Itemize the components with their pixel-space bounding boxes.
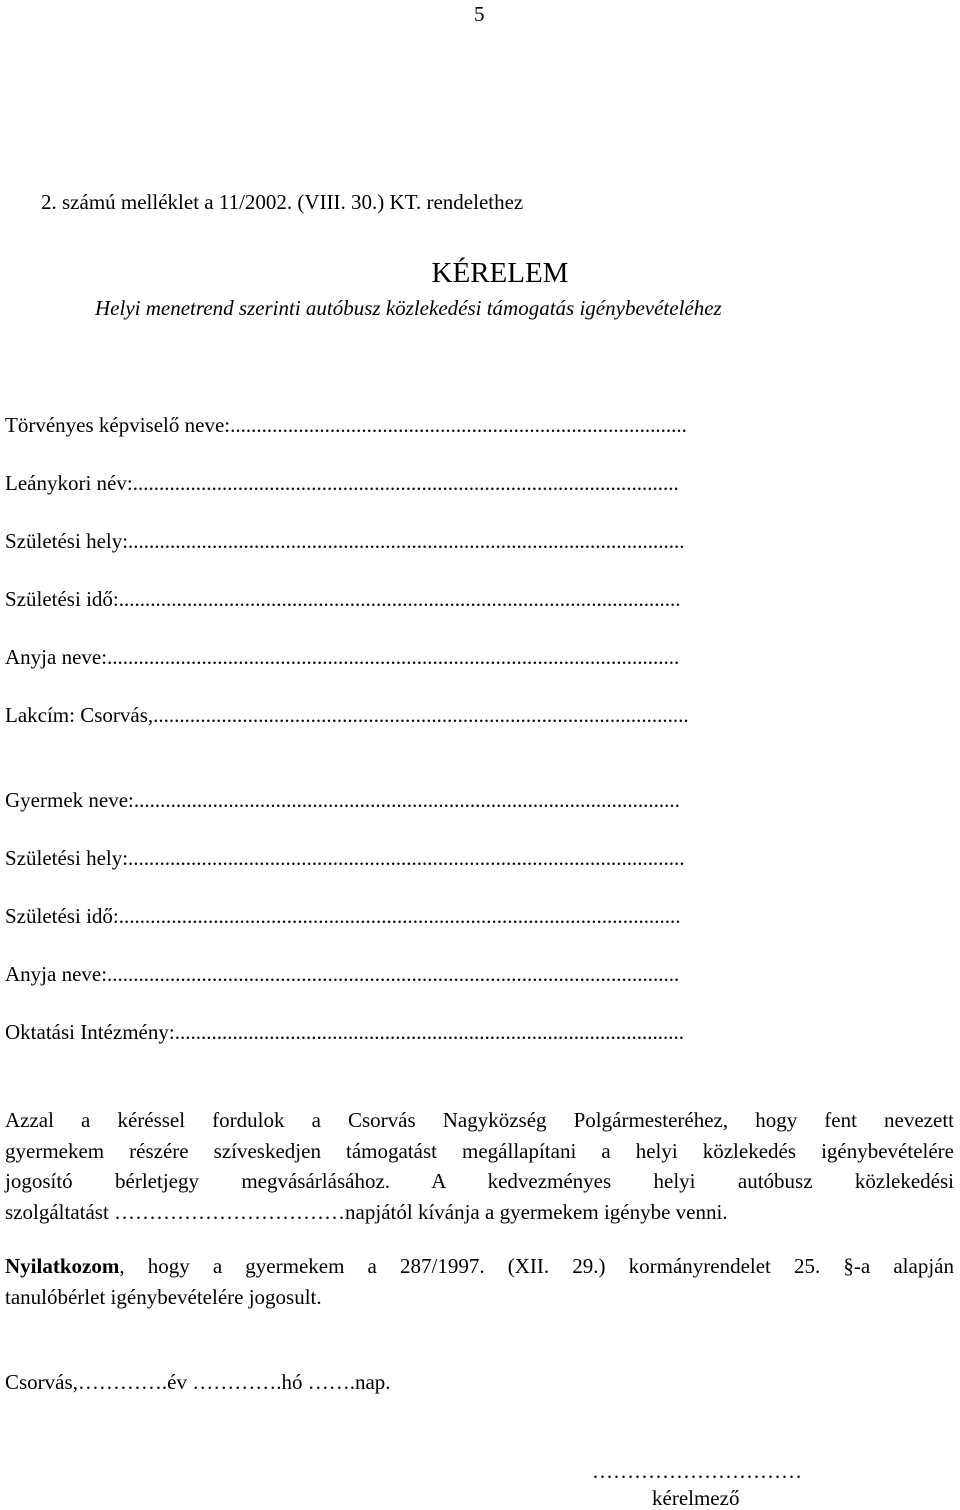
declaration-line-rest: , hogy a gyermekem a 287/1997. (XII. 29.) kormányrendelet 25. §-a alapján [119, 1254, 954, 1278]
page-number: 5 [474, 2, 485, 26]
field-child-mother-name: Anyja neve:............................................................................................................. [5, 962, 680, 986]
field-child-birth-date: Születési idő:........................................................................................................... [5, 904, 681, 928]
place-date-line: Csorvás,………….év ………….hó …….nap. [5, 1370, 391, 1394]
request-paragraph [5, 1105, 954, 1227]
field-child-birth-place: Születési hely:.......................................................................................................... [5, 846, 685, 870]
signature-label: kérelmező [652, 1486, 740, 1510]
document-title: KÉRELEM [431, 257, 569, 289]
document-subtitle: Helyi menetrend szerinti autóbusz közlekedési támogatás igénybevételéhez [95, 296, 722, 320]
declaration-line: tanulóbérlet igénybevételére jogosult. [5, 1284, 322, 1309]
declaration-bold-word: Nyilatkozom [5, 1254, 120, 1278]
signature-line: ………………………… [592, 1459, 802, 1483]
request-line: gyermekem részére szíveskedjen támogatást megállapítani a helyi közlekedés igénybevételére [5, 1138, 954, 1163]
declaration-line [5, 1251, 954, 1282]
request-line: Azzal a kéréssel fordulok a Csorvás Nagyközség Polgármesteréhez, hogy fent nevezett [5, 1108, 954, 1132]
annex-reference: 2. számú melléklet a 11/2002. (VIII. 30.) KT. rendelethez [41, 190, 524, 214]
field-school: Oktatási Intézmény:................................................................................................. [5, 1020, 684, 1044]
field-maiden-name: Leánykori név:........................................................................................................ [5, 471, 679, 495]
field-birth-place: Születési hely:.......................................................................................................... [5, 529, 685, 553]
request-line: jogosító bérletjegy megvásárlásához. A kedvezményes helyi autóbusz közlekedési [5, 1169, 954, 1193]
declaration-paragraph [5, 1251, 954, 1312]
field-mother-name: Anyja neve:............................................................................................................. [5, 645, 680, 669]
request-line: szolgáltatást ……………………………napjától kívánja a gyermekem igénybe venni. [5, 1199, 728, 1224]
field-legal-representative-name: Törvényes képviselő neve:....................................................................................... [5, 413, 687, 437]
field-child-name: Gyermek neve:........................................................................................................ [5, 788, 680, 812]
field-birth-date: Születési idő:........................................................................................................... [5, 587, 681, 611]
field-address: Lakcím: Csorvás,...................................................................................................... [5, 703, 689, 727]
